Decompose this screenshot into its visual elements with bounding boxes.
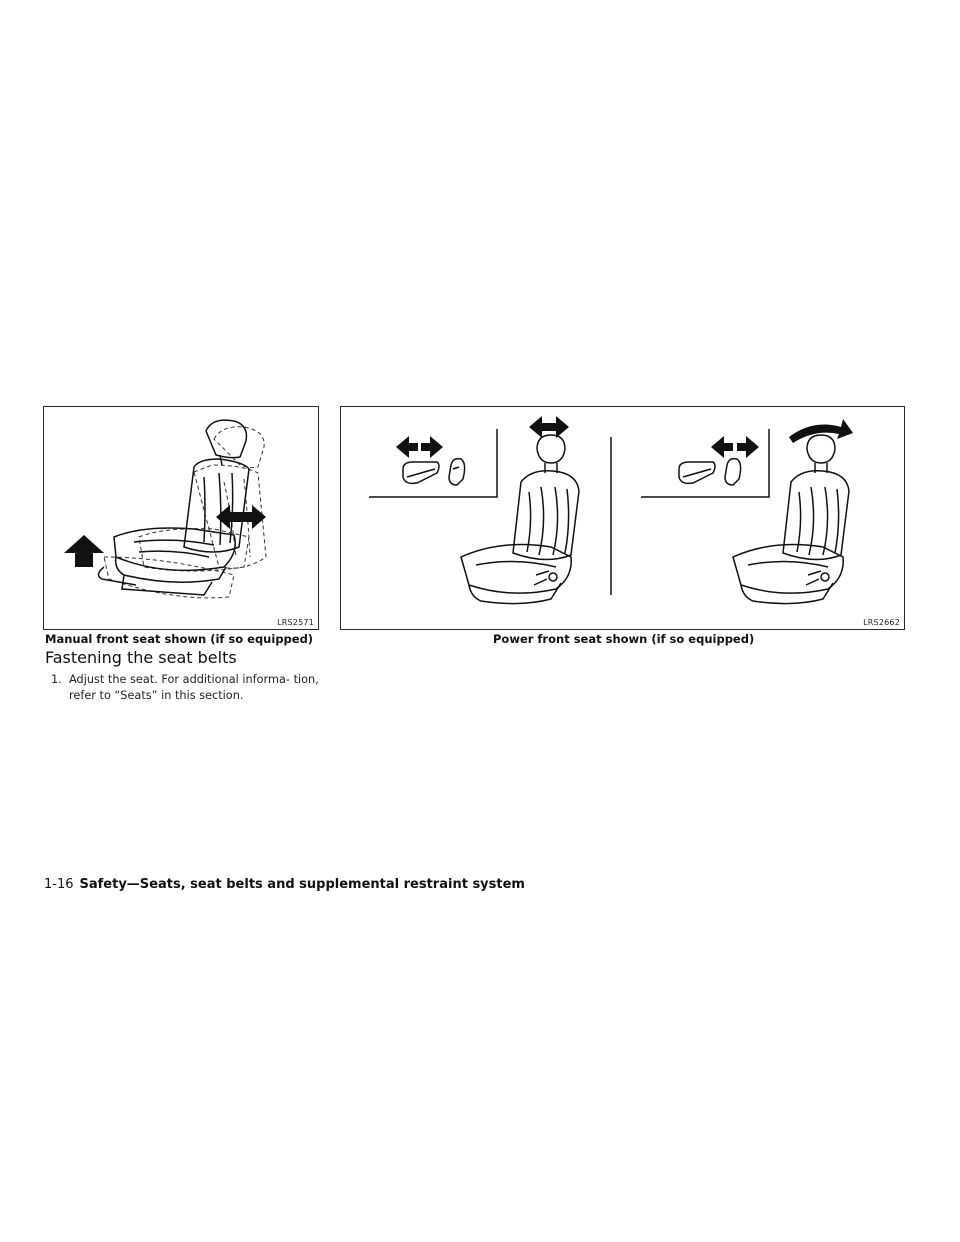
- step-list: [51, 672, 331, 704]
- figure-code: LRS2662: [863, 618, 900, 627]
- left-arrow-icon: [396, 436, 418, 458]
- step-text: Adjust the seat. For additional informa- tion, refer to “Seats” in this section.: [69, 673, 319, 702]
- power-seat-illustration: [341, 407, 904, 629]
- footer-title: Safety—Seats, seat belts and supplemental restraint system: [79, 877, 525, 892]
- manual-seat-illustration: [44, 407, 318, 629]
- page-footer: [44, 877, 525, 892]
- double-arrow-icon: [216, 505, 266, 529]
- manual-seat-figure: [43, 406, 319, 630]
- list-item: [51, 672, 331, 704]
- figure-caption: Power front seat shown (if so equipped): [493, 632, 755, 646]
- figure-caption: Manual front seat shown (if so equipped): [45, 632, 314, 646]
- section-heading: Fastening the seat belts: [45, 648, 237, 667]
- right-arrow-icon: [421, 436, 443, 458]
- page-number: 1-16: [44, 877, 74, 892]
- step-number: 1.: [51, 673, 62, 686]
- figure-code: LRS2571: [277, 618, 314, 627]
- right-arrow-icon: [737, 436, 759, 458]
- curved-arrow-icon: [789, 419, 853, 443]
- left-arrow-icon: [711, 436, 733, 458]
- power-seat-figure: [340, 406, 905, 630]
- up-arrow-icon: [64, 535, 104, 567]
